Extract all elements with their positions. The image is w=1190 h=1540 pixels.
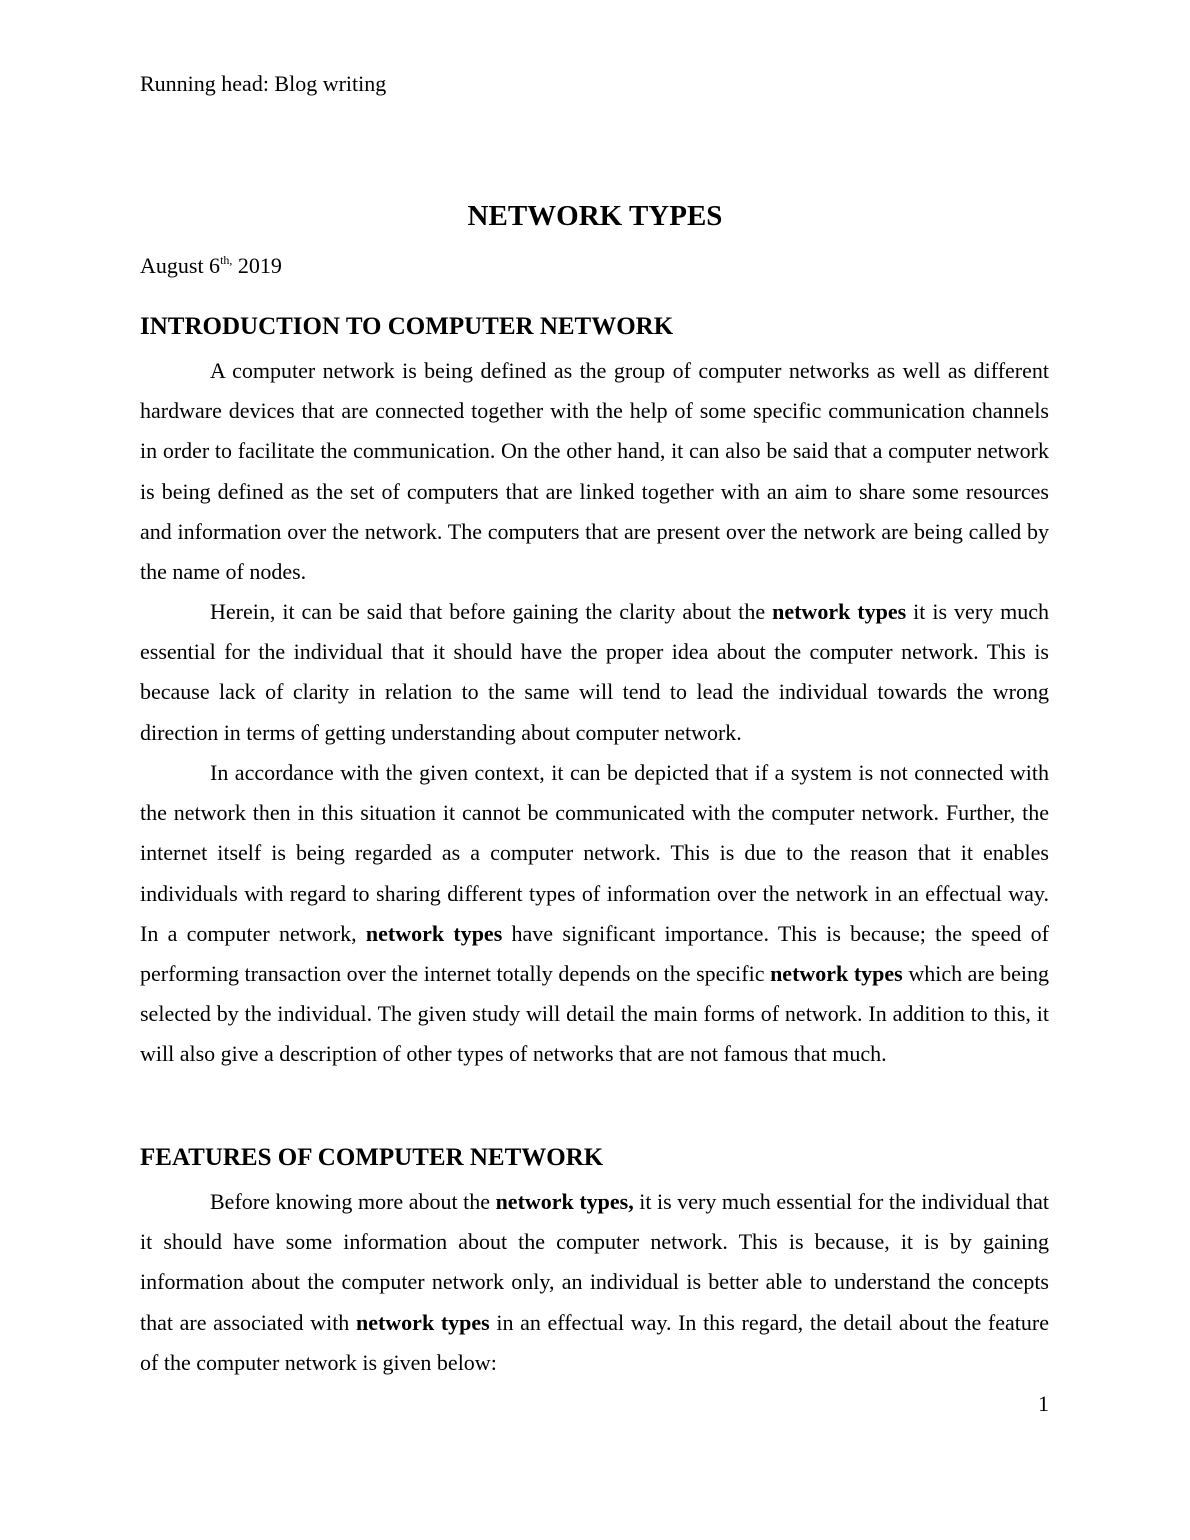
running-head: Running head: Blog writing <box>140 71 387 96</box>
text-run: A computer network is being defined as the group of computer networks as well as different hardware devices that are connected together with the help of some specific communication channels in order to facilitate the communication. On the other hand, it can also be said that a computer network is being defined as the set of computers that are linked together with an aim to share some resources and information over the network. The computers that are present over the network are being called by the name of nodes. <box>140 358 1049 585</box>
page-number: 1 <box>1038 1391 1049 1416</box>
document-date <box>140 252 282 283</box>
date-ordinal-superscript: th, <box>220 253 233 267</box>
paragraph-intro-1 <box>140 351 1049 592</box>
bold-keyword: network types, <box>495 1189 634 1214</box>
date-year: 2019 <box>232 253 282 278</box>
paragraph-intro-2 <box>140 592 1049 753</box>
text-run: In accordance with the given context, it can be depicted that if a system is not connected with the network then in this situation it cannot be communicated with the computer network. Further, the internet itself is being regarded as a computer network. This is due to the reason that it enables individuals with regard to sharing different types of information over the network in an effectual way. In a computer network, <box>140 760 1049 946</box>
text-run: in an effectual way. In this regard, the detail about the feature of the computer network is given below: <box>140 1309 1049 1375</box>
text-run: have significant importance. This is because; the speed of performing transaction over the internet totally depends on the specific <box>140 920 1050 987</box>
text-run: which are being selected by the individual. The given study will detail the main forms of network. In addition to this, it will also give a description of other types of networks that are not famous that much. <box>140 961 1049 1067</box>
bold-keyword: network types <box>365 920 503 946</box>
date-month-day: August 6 <box>140 253 221 278</box>
text-run: it is very much essential for the individual that it should have the proper idea about the computer network. This is because lack of clarity in relation to the same will tend to lead the individual towards the wrong direction in terms of getting understanding about computer network. <box>140 599 1050 745</box>
section-heading-introduction: INTRODUCTION TO COMPUTER NETWORK <box>140 313 674 340</box>
text-run: Before knowing more about the <box>210 1189 496 1214</box>
text-run: it is very much essential for the individual that it should have some information about the computer network. This is because, it is by gaining information about the computer network only, an individual is better able to understand the concepts that are associated with <box>140 1189 1050 1335</box>
section-heading-features: FEATURES OF COMPUTER NETWORK <box>140 1144 604 1171</box>
paragraph-features-1 <box>140 1182 1049 1383</box>
text-run: Herein, it can be said that before gaining the clarity about the <box>210 599 773 624</box>
page-title: NETWORK TYPES <box>467 200 723 232</box>
bold-keyword: network types <box>772 599 907 624</box>
paragraph-intro-3 <box>140 753 1049 1075</box>
bold-keyword: network types <box>355 1309 490 1335</box>
bold-keyword: network types <box>770 961 903 987</box>
